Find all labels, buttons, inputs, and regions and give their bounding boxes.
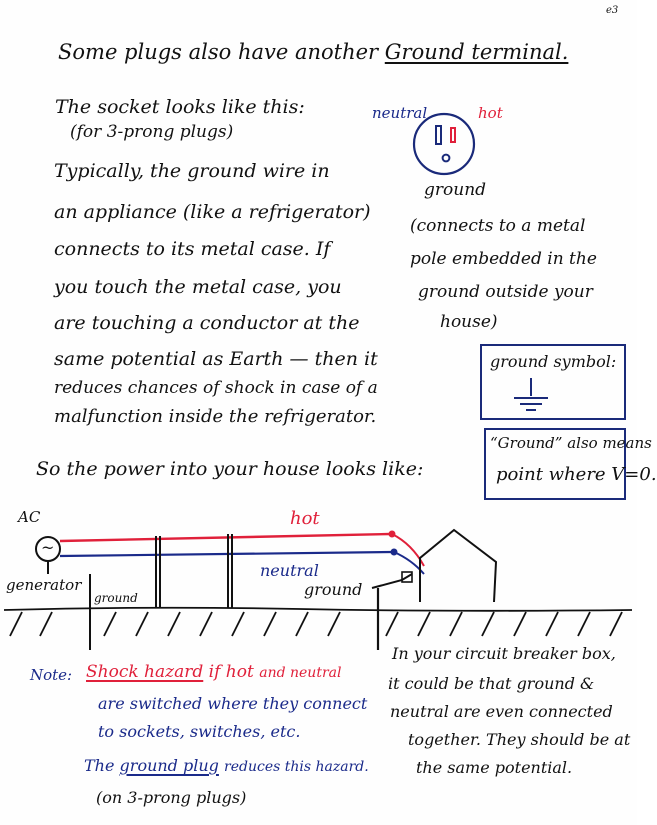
ground-label: ground xyxy=(424,180,487,200)
socket-intro: The socket looks like this: xyxy=(55,96,305,118)
body-line-4: you touch the metal case, you xyxy=(54,276,342,298)
neutral-wire-label: neutral xyxy=(260,561,319,580)
hot-wire-label: hot xyxy=(290,508,320,529)
house-ground-wire xyxy=(372,574,412,588)
breaker-line-3: neutral are even connected xyxy=(390,702,613,721)
note-line-4 xyxy=(84,758,369,774)
body-line-5: are touching a conductor at the xyxy=(54,312,360,334)
body-line-6: same potential as Earth — then it xyxy=(54,348,378,370)
note-and-neutral: and neutral xyxy=(259,665,342,681)
note-ground-plug: ground plug xyxy=(119,756,219,775)
body-line-7: reduces chances of shock in case of a xyxy=(54,378,378,398)
body-line-8: malfunction inside the refrigerator. xyxy=(54,406,377,427)
ground-desc-3: ground outside your xyxy=(418,282,593,302)
page-number: e3 xyxy=(606,5,619,16)
socket-subnote: (for 3-prong plugs) xyxy=(70,122,234,142)
heading-highlight: Ground terminal. xyxy=(384,40,569,64)
neutral-label: neutral xyxy=(372,104,428,122)
ground-meaning-line-1: “Ground” also means xyxy=(490,434,652,452)
note-line-3: to sockets, switches, etc. xyxy=(98,722,301,741)
shock-hazard-text: Shock hazard xyxy=(86,662,204,682)
socket-outline xyxy=(414,114,474,174)
generator-label: generator xyxy=(6,576,82,594)
note-reduces: reduces this hazard. xyxy=(224,759,369,775)
note-the: The xyxy=(84,756,115,775)
hot-label: hot xyxy=(478,104,503,122)
power-intro: So the power into your house looks like: xyxy=(36,458,424,480)
heading-text: Some plugs also have another xyxy=(58,40,379,64)
neutral-wire xyxy=(60,552,392,556)
body-line-2: an appliance (like a refrigerator) xyxy=(54,201,371,223)
ground-hole xyxy=(443,155,450,162)
ground-surface xyxy=(4,608,632,636)
ac-symbol: ~ xyxy=(41,538,55,557)
ac-label: AC xyxy=(18,508,41,526)
hot-slot xyxy=(451,128,455,142)
ground-meaning-line-2: point where V=0. xyxy=(496,464,657,485)
note-line-1 xyxy=(86,664,341,681)
note-line-2: are switched where they connect xyxy=(98,694,368,713)
note-line-5: (on 3-prong plugs) xyxy=(96,788,247,807)
breaker-line-4: together. They should be at xyxy=(408,730,631,749)
body-line-3: connects to its metal case. If xyxy=(54,238,331,260)
breaker-line-2: it could be that ground & xyxy=(388,674,595,693)
ground-symbol xyxy=(514,378,548,410)
hot-wire xyxy=(60,534,390,541)
note-label: Note: xyxy=(30,666,73,684)
socket-drawing xyxy=(414,114,474,174)
ground-desc-1: (connects to a metal xyxy=(410,216,586,236)
utility-poles xyxy=(156,534,232,608)
ground-symbol-label: ground symbol: xyxy=(490,352,617,371)
house-outline xyxy=(420,530,496,602)
ground-desc-4: house) xyxy=(440,312,498,332)
body-line-1: Typically, the ground wire in xyxy=(54,160,330,182)
ground-small-label: ground xyxy=(94,591,138,605)
breaker-line-5: the same potential. xyxy=(416,758,573,777)
note-hot: hot xyxy=(225,662,254,682)
ground-wire-label: ground xyxy=(304,580,363,599)
note-if: if xyxy=(208,662,221,682)
ground-desc-2: pole embedded in the xyxy=(410,249,597,269)
breaker-line-1: In your circuit breaker box, xyxy=(392,644,616,663)
neutral-slot xyxy=(436,126,441,144)
